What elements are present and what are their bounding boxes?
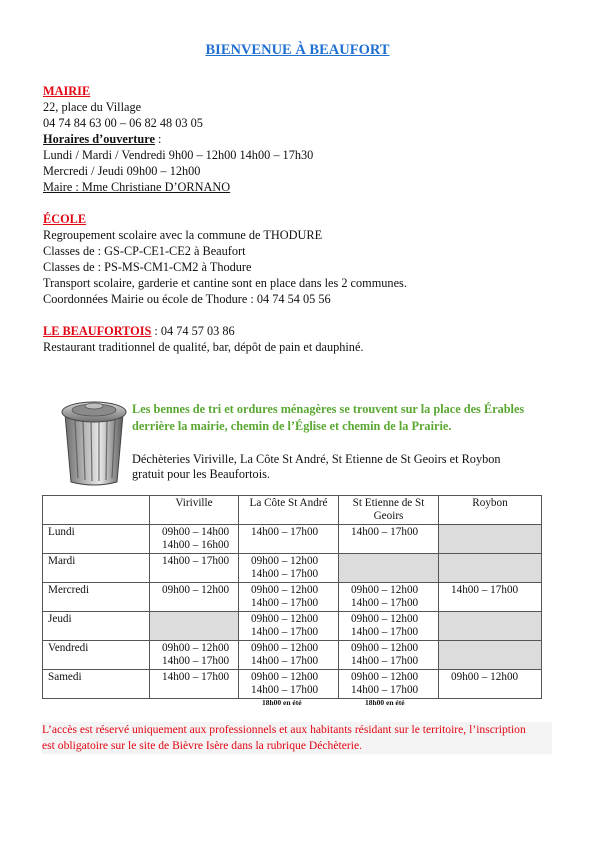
summer-note-etienne: 18h00 en été <box>365 698 405 707</box>
time-slot: 14h00 – 17h00 <box>251 597 319 609</box>
time-slot: 09h00 – 12h00 <box>251 555 319 567</box>
mairie-heading: MAIRIE <box>43 84 91 98</box>
time-slot: 09h00 – 12h00 <box>351 584 419 596</box>
dechetterie-schedule-table <box>42 495 542 699</box>
table-cell <box>150 554 239 583</box>
time-slot: 14h00 – 17h00 <box>251 526 319 538</box>
ecole-line4: Transport scolaire, garderie et cantine sont en place dans les 2 communes. <box>43 276 407 290</box>
table-cell <box>239 554 339 583</box>
time-slot: 14h00 – 16h00 <box>162 539 230 551</box>
table-cell <box>150 670 239 699</box>
mairie-mayor: Maire : Mme Christiane D’ORNANO <box>43 180 231 194</box>
table-row <box>43 670 542 699</box>
table-header-row <box>43 496 542 525</box>
time-slot: 14h00 – 17h00 <box>162 555 230 567</box>
ecole-line5: Coordonnées Mairie ou école de Thodure : 04 74 54 05 56 <box>43 292 331 306</box>
table-cell-empty <box>439 525 542 554</box>
hours-label: Horaires d’ouverture <box>43 132 155 146</box>
table-day: Samedi <box>43 670 150 699</box>
table-cell <box>439 583 542 612</box>
table-header-cell: La Côte St André <box>239 496 339 525</box>
table-cell <box>439 670 542 699</box>
time-slot: 09h00 – 12h00 <box>251 671 319 683</box>
mairie-hours-line2: Mercredi / Jeudi 09h00 – 12h00 <box>43 164 201 178</box>
beaufortois-phone: : 04 74 57 03 86 <box>151 324 235 338</box>
table-day: Mercredi <box>43 583 150 612</box>
table-day: Mardi <box>43 554 150 583</box>
table-cell-empty <box>439 612 542 641</box>
time-slot: 14h00 – 17h00 <box>351 597 419 609</box>
time-slot: 14h00 – 17h00 <box>251 655 319 667</box>
time-slot: 09h00 – 12h00 <box>162 584 230 596</box>
table-cell <box>339 670 439 699</box>
time-slot: 14h00 – 17h00 <box>251 568 319 580</box>
table-day: Jeudi <box>43 612 150 641</box>
table-row <box>43 641 542 670</box>
tri-green-line2: derrière la mairie, chemin de l’Église et chemin de la Prairie. <box>132 419 452 433</box>
table-row <box>43 525 542 554</box>
time-slot: 14h00 – 17h00 <box>251 626 319 638</box>
table-row <box>43 612 542 641</box>
table-cell-empty <box>439 641 542 670</box>
beaufortois-heading: LE BEAUFORTOIS <box>43 324 152 338</box>
table-day: Vendredi <box>43 641 150 670</box>
table-cell-empty <box>339 554 439 583</box>
table-row <box>43 583 542 612</box>
table-row <box>43 554 542 583</box>
time-slot: 09h00 – 12h00 <box>251 642 319 654</box>
access-notice <box>42 722 552 754</box>
ecole-line2: Classes de : GS-CP-CE1-CE2 à Beaufort <box>43 244 246 258</box>
table-cell <box>239 583 339 612</box>
ecole-line1: Regroupement scolaire avec la commune de THODURE <box>43 228 323 242</box>
table-cell <box>339 583 439 612</box>
ecole-line3: Classes de : PS-MS-CM1-CM2 à Thodure <box>43 260 252 274</box>
table-cell <box>239 525 339 554</box>
time-slot: 14h00 – 17h00 <box>351 684 419 696</box>
mairie-hours-heading <box>43 131 161 147</box>
beaufortois-heading-line <box>43 323 235 339</box>
time-slot: 09h00 – 12h00 <box>162 642 230 654</box>
ecole-heading: ÉCOLE <box>43 212 87 226</box>
table-cell <box>339 525 439 554</box>
page-title: BIENVENUE À BEAUFORT <box>205 42 390 58</box>
table-cell-empty <box>150 612 239 641</box>
table-cell <box>239 641 339 670</box>
hours-colon: : <box>154 132 162 146</box>
table-cell-empty <box>439 554 542 583</box>
table-cell <box>339 612 439 641</box>
table-header-cell: Viriville <box>150 496 239 525</box>
table-cell <box>150 583 239 612</box>
time-slot: 09h00 – 12h00 <box>351 613 419 625</box>
table-cell <box>239 612 339 641</box>
dech-line2: gratuit pour les Beaufortois. <box>132 467 270 481</box>
table-header-cell <box>43 496 150 525</box>
time-slot: 14h00 – 17h00 <box>162 655 230 667</box>
access-notice-line1: L’accès est réservé uniquement aux professionnels et aux habitants résidant sur le territoire, l’inscription <box>42 723 526 736</box>
time-slot: 09h00 – 12h00 <box>251 584 319 596</box>
table-header-cell: Roybon <box>439 496 542 525</box>
table-header-cell: St Etienne de St Geoirs <box>339 496 439 525</box>
table-cell <box>239 670 339 699</box>
beaufortois-desc: Restaurant traditionnel de qualité, bar, dépôt de pain et dauphiné. <box>43 340 364 354</box>
tri-green-line1: Les bennes de tri et ordures ménagères se trouvent sur la place des Érables <box>132 402 525 416</box>
time-slot: 09h00 – 12h00 <box>451 671 519 683</box>
mairie-address: 22, place du Village <box>43 100 142 114</box>
dech-line1: Déchèteries Viriville, La Côte St André, St Etienne de St Geoirs et Roybon <box>132 452 501 466</box>
summer-note-cote: 18h00 en été <box>262 698 302 707</box>
time-slot: 14h00 – 17h00 <box>351 655 419 667</box>
time-slot: 14h00 – 17h00 <box>251 684 319 696</box>
table-cell <box>150 641 239 670</box>
time-slot: 09h00 – 12h00 <box>251 613 319 625</box>
mairie-hours-line1: Lundi / Mardi / Vendredi 9h00 – 12h00 14h00 – 17h30 <box>43 148 314 162</box>
table-day: Lundi <box>43 525 150 554</box>
time-slot: 09h00 – 12h00 <box>351 642 419 654</box>
time-slot: 14h00 – 17h00 <box>351 626 419 638</box>
table-cell <box>339 641 439 670</box>
time-slot: 09h00 – 12h00 <box>351 671 419 683</box>
time-slot: 14h00 – 17h00 <box>351 526 419 538</box>
trash-can-icon <box>55 392 133 488</box>
time-slot: 09h00 – 14h00 <box>162 526 230 538</box>
time-slot: 14h00 – 17h00 <box>451 584 519 596</box>
access-notice-line2: est obligatoire sur le site de Bièvre Isère dans la rubrique Déchèterie. <box>42 739 362 752</box>
mairie-phones: 04 74 84 63 00 – 06 82 48 03 05 <box>43 116 203 130</box>
table-cell <box>150 525 239 554</box>
time-slot: 14h00 – 17h00 <box>162 671 230 683</box>
